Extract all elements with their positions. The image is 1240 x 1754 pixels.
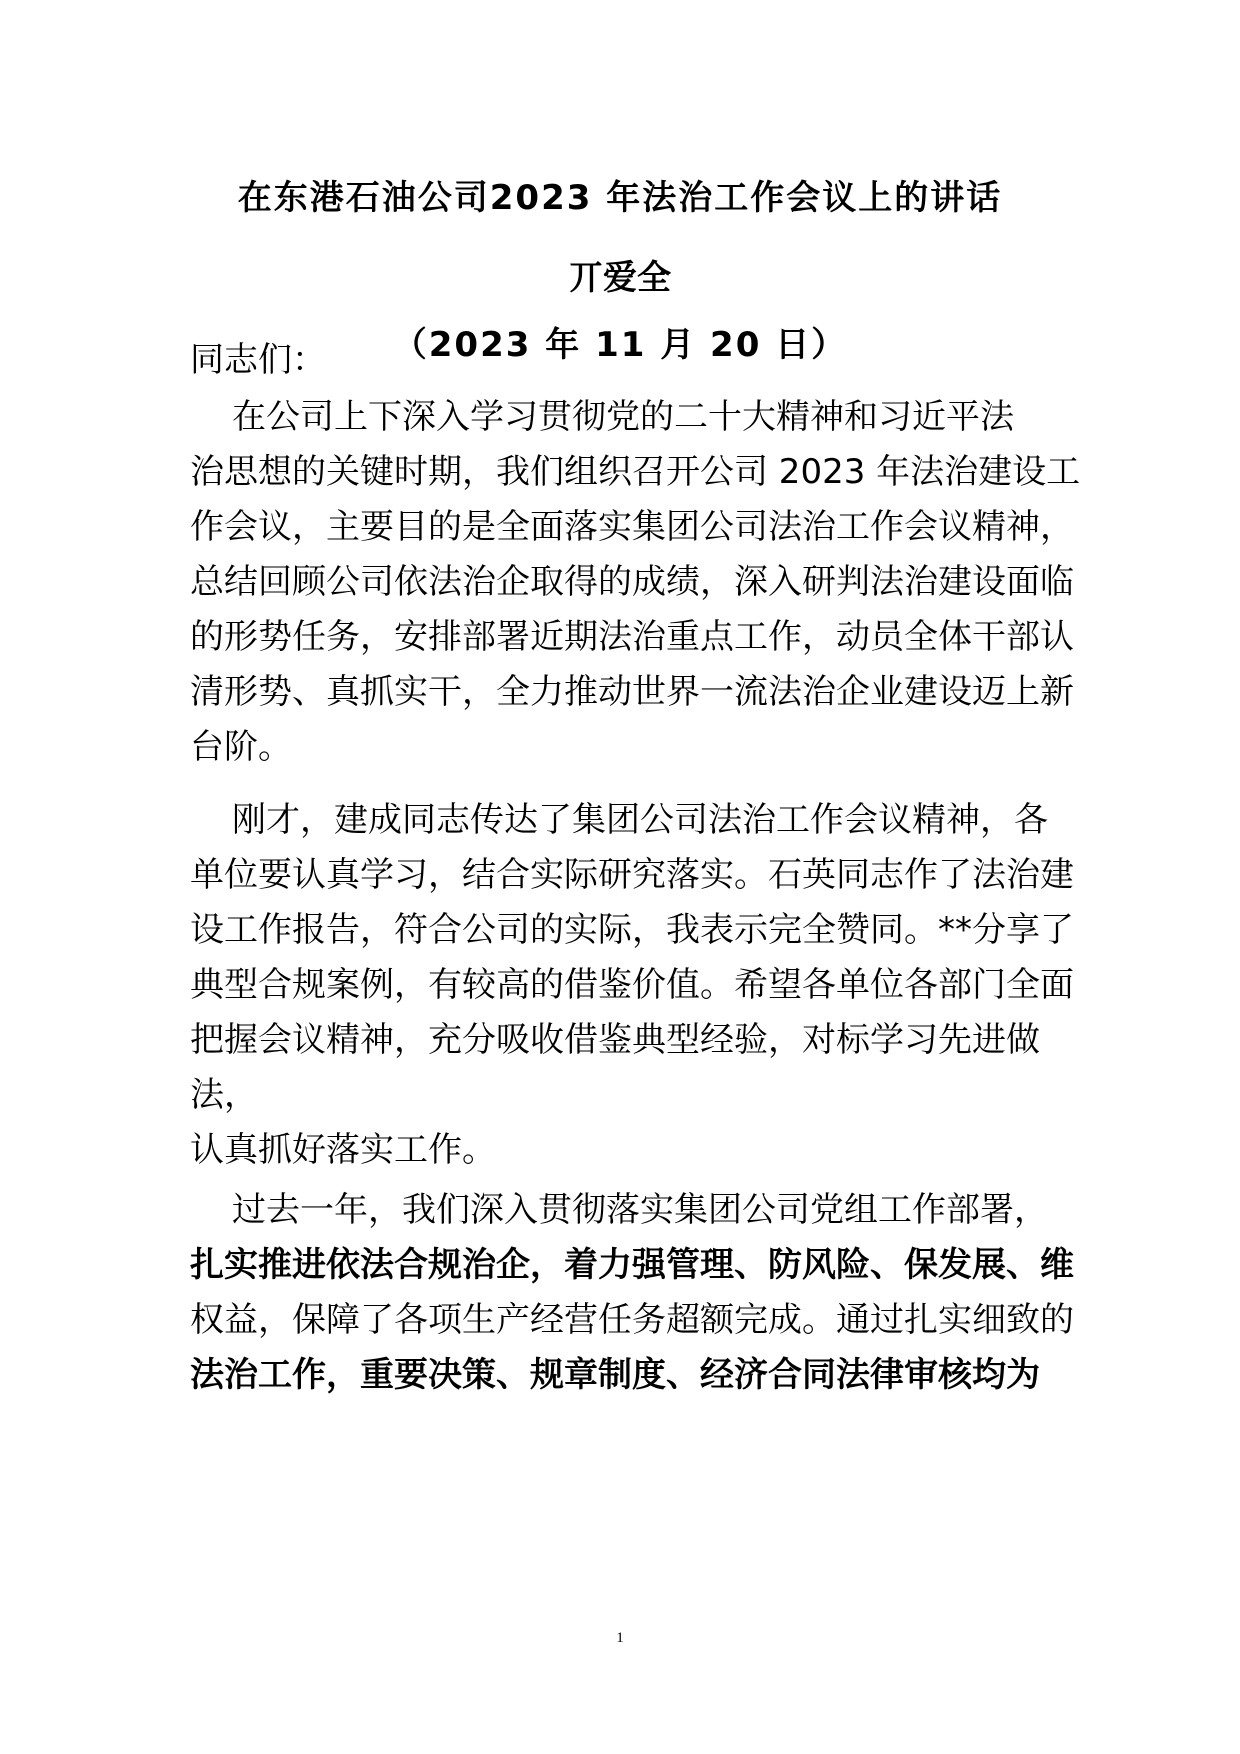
document-title: 在东港石油公司2023 年法治工作会议上的讲话 [237, 178, 1003, 218]
paragraph-line: 权益，保障了各项生产经营任务超额完成。通过扎实细致的 [190, 1300, 1074, 1340]
paragraph-line-bold: 法治工作，重要决策、规章制度、经济合同法律审核均为 [190, 1355, 1040, 1395]
paragraph-line: 过去一年，我们深入贯彻落实集团公司党组工作部署， [232, 1190, 1048, 1230]
paragraph-line: 清形势、真抓实干，全力推动世界一流法治企业建设迈上新 [190, 672, 1074, 712]
paragraph-line: 作会议，主要目的是全面落实集团公司法治工作会议精神， [190, 507, 1074, 547]
speech-date: （2023 年 11 月 20 日） [392, 325, 848, 365]
paragraph-line: 刚才，建成同志传达了集团公司法治工作会议精神，各 [232, 800, 1048, 840]
paragraph-line: 典型合规案例，有较高的借鉴价值。希望各单位各部门全面 [190, 965, 1074, 1005]
paragraph-line: 台阶。 [190, 727, 292, 767]
paragraph-line: 把握会议精神，充分吸收借鉴典型经验，对标学习先进做 [190, 1020, 1040, 1060]
paragraph-line: 设工作报告，符合公司的实际，我表示完全赞同。**分享了 [190, 910, 1074, 950]
author-name: 丌爱全 [569, 258, 671, 298]
paragraph-line: 单位要认真学习，结合实际研究落实。石英同志作了法治建 [190, 855, 1074, 895]
salutation: 同志们： [190, 340, 326, 380]
paragraph-line: 在公司上下深入学习贯彻党的二十大精神和习近平法 [232, 397, 1014, 437]
paragraph-line: 总结回顾公司依法治企取得的成绩，深入研判法治建设面临 [190, 562, 1074, 602]
page-number: 1 [616, 1630, 624, 1646]
paragraph-line: 认真抓好落实工作。 [190, 1130, 496, 1170]
paragraph-line: 治思想的关键时期，我们组织召开公司 2023 年法治建设工 [190, 452, 1081, 492]
paragraph-line-bold: 扎实推进依法合规治企，着力强管理、防风险、保发展、维 [190, 1245, 1074, 1285]
paragraph-line: 法， [190, 1075, 258, 1115]
paragraph-line: 的形势任务，安排部署近期法治重点工作，动员全体干部认 [190, 617, 1074, 657]
